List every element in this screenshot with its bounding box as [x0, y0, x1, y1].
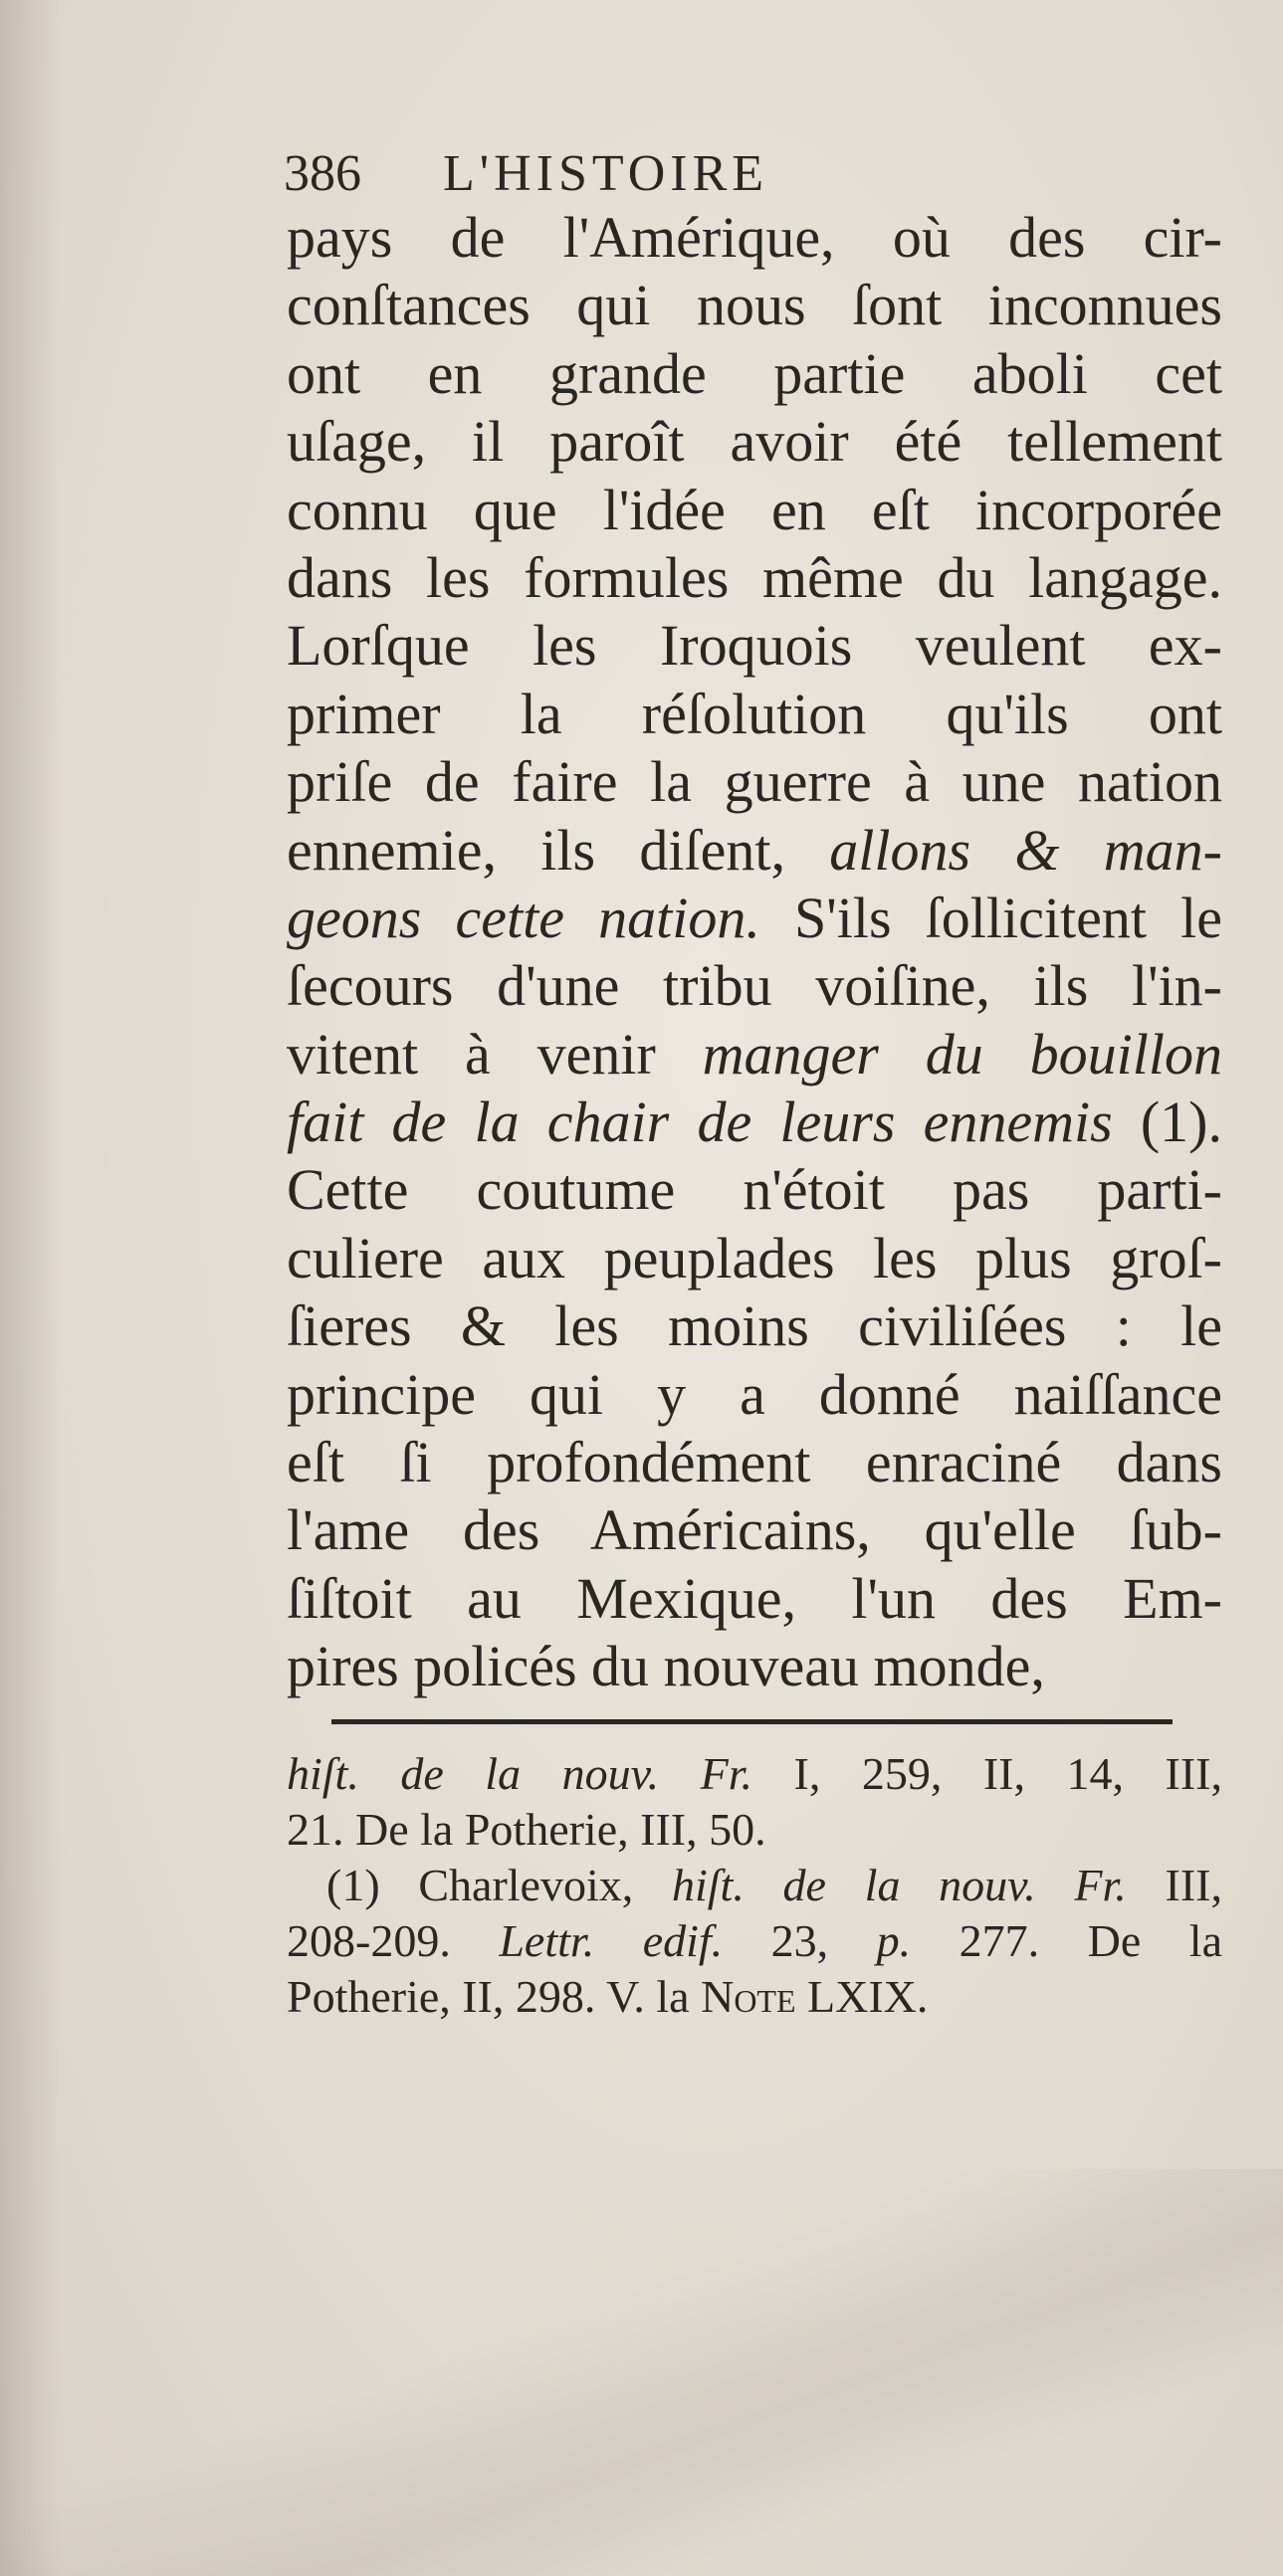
text-line: l'ame des Américains, qu'elle ſub- — [287, 1497, 1222, 1563]
italic-segment: geons cette nation. — [287, 885, 760, 950]
italic-segment: Lettr. edif. — [499, 1915, 724, 1966]
footnote-line — [287, 1746, 1222, 1802]
text-line: eſt ſi profondément enraciné dans — [287, 1430, 1222, 1495]
text-line: primer la réſolution qu'ils ont — [287, 681, 1222, 746]
body-text — [287, 204, 1222, 1701]
text-line: pays de l'Amérique, où des cir- — [287, 205, 1222, 270]
footnotes — [287, 1746, 1222, 2025]
italic-segment: manger du bouillon — [702, 1021, 1222, 1087]
text-line: conſtances qui nous ſont inconnues — [287, 273, 1222, 338]
page-fold-shadow — [0, 2169, 1283, 2576]
text-segment: III, — [1126, 1860, 1222, 1910]
text-line: ont en grande partie aboli cet — [287, 340, 1222, 406]
text-line: dans les formules même du langage. — [287, 544, 1222, 610]
text-line: principe qui y a donné naiſſance — [287, 1361, 1222, 1427]
small-caps-segment: Note LXIX. — [701, 1971, 929, 2022]
italic-segment: allons & man- — [829, 817, 1222, 883]
text-line: priſe de faire la guerre à une nation — [287, 749, 1222, 815]
text-segment: S'ils ſollicitent le — [759, 885, 1222, 950]
italic-segment: fait de la chair de leurs ennemis — [287, 1090, 1113, 1155]
text-segment: 277. De la — [911, 1915, 1222, 1966]
italic-segment: hiſt. de la nouv. Fr. — [287, 1748, 752, 1799]
italic-segment: p. — [876, 1915, 912, 1966]
text-line: Lorſque les Iroquois veulent ex- — [287, 613, 1222, 679]
text-line: pires policés du nouveau monde, — [287, 1634, 1045, 1699]
running-title: L'HISTOIRE — [443, 145, 769, 202]
text-line — [287, 885, 1222, 952]
text-line — [287, 1021, 1222, 1089]
text-segment: (1) Charlevoix, — [326, 1860, 672, 1910]
text-segment: 23, — [723, 1915, 877, 1966]
running-head — [284, 139, 1080, 209]
text-segment: vitent à venir — [287, 1021, 703, 1087]
text-segment: I, 259, II, 14, III, — [752, 1748, 1222, 1799]
text-line — [287, 1089, 1222, 1156]
footnote-line — [287, 1969, 1222, 2025]
text-segment: Potherie, II, 298. V. la — [287, 1971, 702, 2022]
footnote-rule — [331, 1719, 1173, 1724]
footnote-reference: (1). — [1112, 1090, 1222, 1155]
footnote-line: 21. De la Potherie, III, 50. — [287, 1804, 766, 1855]
text-segment: ennemie, ils diſent, — [287, 817, 830, 883]
text-line: Cette coutume n'étoit pas parti- — [287, 1157, 1222, 1223]
text-line — [287, 817, 1222, 885]
text-line: ſieres & les moins civiliſées : le — [287, 1293, 1222, 1359]
text-line: culiere aux peuplades les plus groſ- — [287, 1225, 1222, 1290]
italic-segment: hiſt. de la nouv. Fr. — [671, 1860, 1127, 1910]
footnote-line — [287, 1858, 1222, 1913]
text-line: connu que l'idée en eſt incorporée — [287, 477, 1222, 542]
text-segment: 208-209. — [287, 1915, 500, 1966]
text-line: ſecours d'une tribu voiſine, ils l'in- — [287, 953, 1222, 1019]
text-line: uſage, il paroît avoir été tellement — [287, 409, 1222, 475]
page-number: 386 — [284, 145, 361, 202]
text-line: ſiſtoit au Mexique, l'un des Em- — [287, 1565, 1222, 1631]
footnote-line — [287, 1913, 1222, 1969]
